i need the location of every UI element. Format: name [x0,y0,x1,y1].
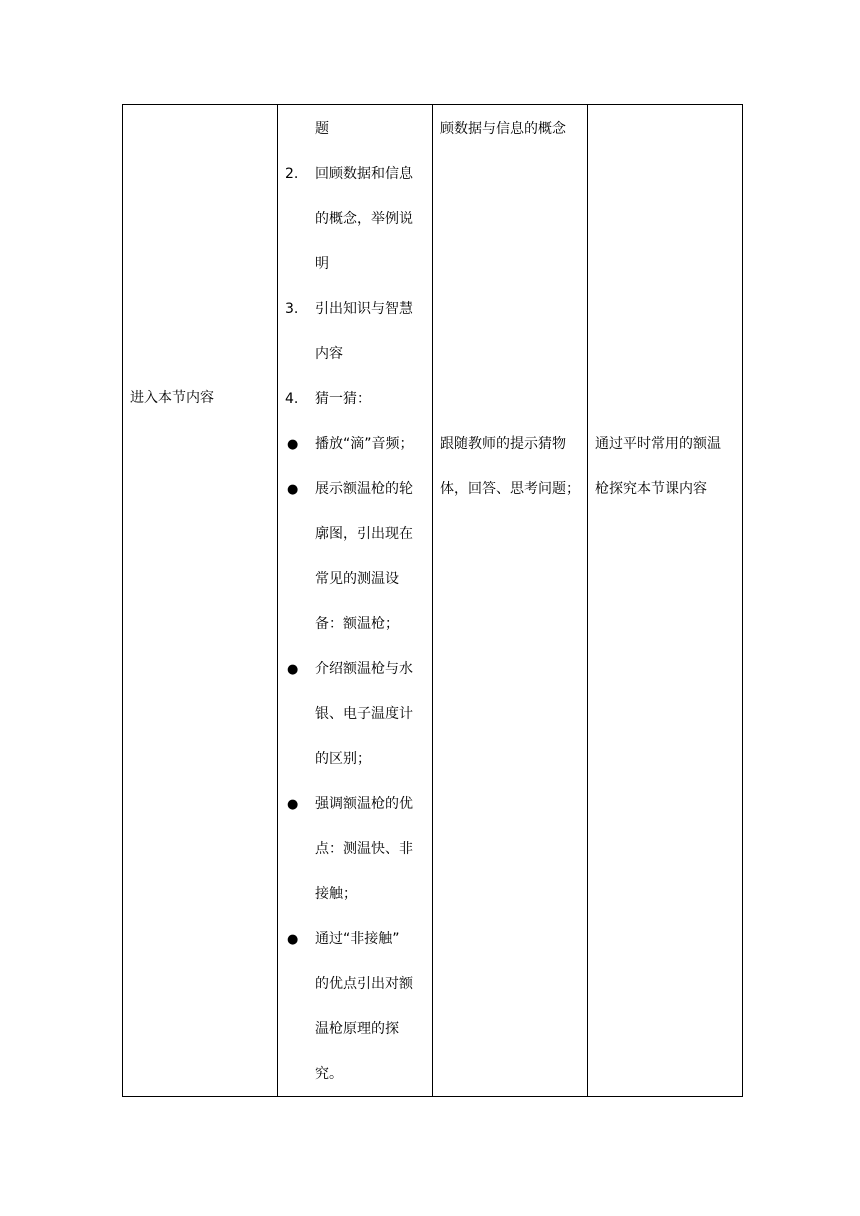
stage-label: 进入本节内容 [130,390,214,406]
list-item [278,152,432,287]
list-item [278,917,432,1097]
bullet-marker: ● [287,797,299,812]
number-marker: 4. [285,391,299,407]
list-item-line: 播放“滴”音频； [315,436,414,452]
number-marker: 3. [285,301,299,317]
list-item-line: 究。 [315,1066,343,1082]
list-item [278,422,432,467]
student-activity-line: 体，回答、思考问题； [440,481,580,497]
list-item-line: 展示额温枪的轮 [315,481,413,497]
design-intent-main [595,422,738,512]
list-item-line: 备：额温枪； [315,616,399,632]
teacher-activity-list [278,107,432,1097]
list-item [278,287,432,377]
design-intent-line: 通过平时常用的额温 [595,436,721,452]
list-item-line: 引出知识与智慧 [315,301,413,317]
stage-cell [123,105,278,1097]
list-item [278,377,432,422]
list-item-line: 的优点引出对额 [315,976,413,992]
list-item [278,107,432,152]
list-item-line: 明 [315,256,329,272]
list-item-line: 介绍额温枪与水 [315,661,413,677]
list-item-line: 银、电子温度计 [315,706,413,722]
design-intent-line: 枪探究本节课内容 [595,481,707,497]
bullet-marker: ● [287,437,299,452]
list-item [278,647,432,782]
list-item-line: 的概念，举例说 [315,211,413,227]
bullet-marker: ● [287,662,299,677]
list-item-line: 接触； [315,886,357,902]
list-item-line: 题 [315,121,329,137]
design-intent-cell [588,105,743,1097]
bullet-marker: ● [287,482,299,497]
list-item-line: 猜一猜： [315,391,371,407]
list-item-line: 通过“非接触” [315,931,400,947]
list-item-line: 内容 [315,346,343,362]
list-item-line: 常见的测温设 [315,571,399,587]
list-item-line: 回顾数据和信息 [315,166,413,182]
student-activity-main [440,422,583,512]
teacher-activity-cell [278,105,433,1097]
list-item-line: 的区别； [315,751,371,767]
list-item-line: 强调额温枪的优 [315,796,413,812]
bullet-marker: ● [287,932,299,947]
student-activity-line: 跟随教师的提示猜物 [440,436,566,452]
lesson-plan-table [122,104,743,1097]
student-activity-top: 顾数据与信息的概念 [440,121,566,137]
number-marker: 2. [285,166,299,182]
table-row [123,105,743,1097]
list-item-line: 点：测温快、非 [315,841,413,857]
list-item [278,782,432,917]
list-item-line: 廓图，引出现在 [315,526,413,542]
list-item-line: 温枪原理的探 [315,1021,399,1037]
student-activity-cell [433,105,588,1097]
list-item [278,467,432,647]
